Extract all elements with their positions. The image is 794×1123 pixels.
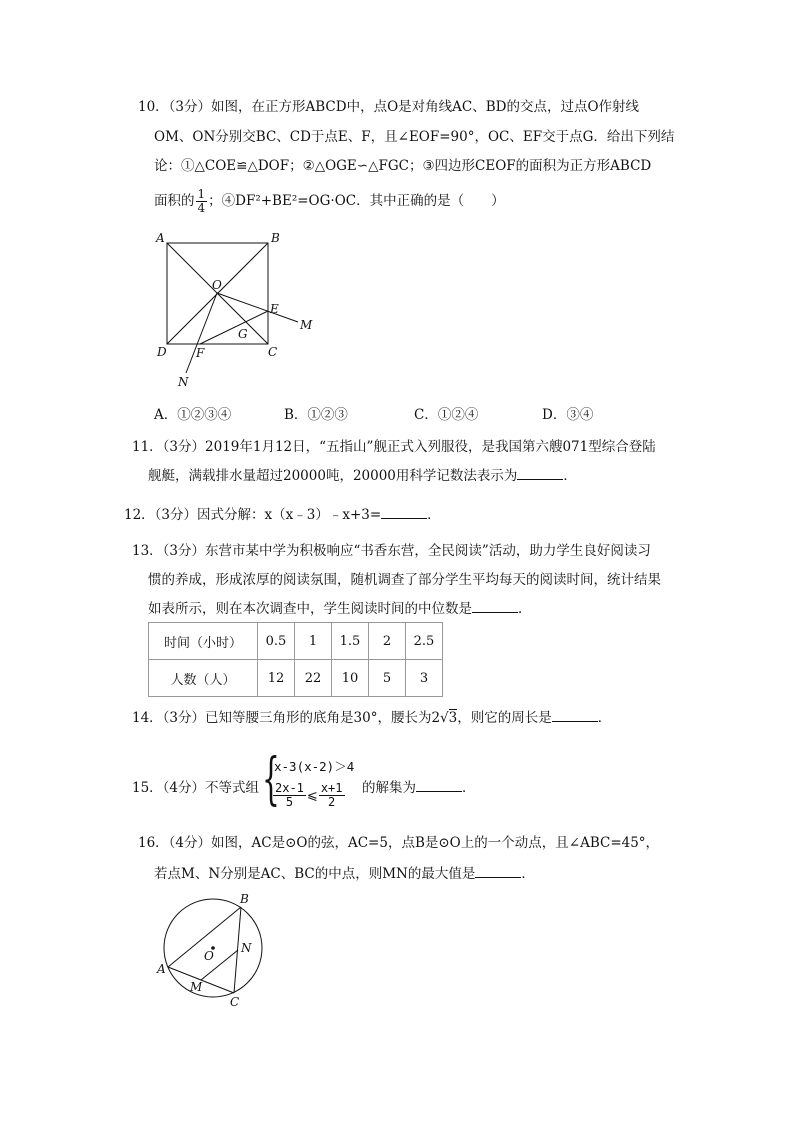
fraction-right (319, 782, 345, 809)
table-cell: 0.5 (258, 623, 295, 660)
q13-line3 (148, 599, 532, 619)
frac-den: 4 (197, 201, 206, 215)
table-cell: 1 (295, 623, 332, 660)
q15-post: 的解集为 (362, 780, 416, 796)
ray-om (217, 293, 298, 322)
square-figure (150, 228, 330, 398)
label-d: D (157, 345, 167, 359)
q14-post: ，则它的周长是 (457, 710, 552, 726)
q16-line2-text: 若点M、N分别是AC、BC的中点，则MN的最大值是 (154, 866, 476, 882)
label-m: M (190, 980, 203, 994)
q11-line2 (148, 466, 577, 486)
q10-line4 (154, 188, 505, 215)
label-n: N (241, 941, 252, 955)
q14-line (132, 708, 611, 728)
label-o: O (204, 949, 214, 963)
answer-blank (475, 865, 521, 878)
frac-den: 2 (328, 795, 336, 809)
inequality-1: x-3(x-2)＞4 (274, 759, 355, 774)
answer-blank (552, 709, 598, 722)
table-row (149, 660, 443, 697)
reading-time-table (148, 622, 443, 697)
q16-line2 (154, 864, 535, 884)
q12-end: ． (427, 507, 441, 523)
table-cell: 2 (369, 623, 406, 660)
table-row (149, 623, 443, 660)
label-a: A (156, 231, 165, 245)
label-c: C (268, 345, 278, 359)
table-cell: 2.5 (406, 623, 443, 660)
q16-end: ． (521, 866, 535, 882)
table-cell: 1.5 (332, 623, 369, 660)
q10-line3: 论：①△COE≌△DOF；②△OGE∽△FGC；③四边形CEOF的面积为正方形ABCD (154, 158, 652, 174)
segment-ef (200, 311, 268, 344)
label-f: F (196, 346, 205, 360)
answer-blank (381, 506, 427, 519)
label-n: N (178, 375, 189, 389)
label-a: A (157, 962, 166, 976)
q15-post-line (362, 778, 476, 798)
table-cell: 22 (295, 660, 332, 697)
q12-line (124, 505, 441, 525)
q10-line4-pre: 面积的 (154, 193, 195, 209)
q11-line2-text: 舰艇，满载排水量超过20000吨，20000用科学记数法表示为 (148, 468, 518, 484)
answer-blank (472, 600, 518, 613)
sqrt-radicand: 3 (448, 710, 458, 726)
frac-den: 5 (285, 795, 294, 809)
label-o: O (212, 278, 222, 292)
brace-symbol: { (262, 747, 280, 812)
q13-line2: 惯的养成，形成浓厚的阅读氛围，随机调查了部分学生平均每天的阅读时间，统计结果 (148, 572, 661, 588)
table-header-cell: 时间（小时） (149, 623, 258, 660)
q12-text: 12．（3分）因式分解：x（x﹣3）﹣x+3= (124, 507, 382, 523)
label-g: G (238, 327, 248, 341)
ray-on (186, 293, 217, 373)
q16-line1: 16．（4分）如图，AC是⊙O的弦，AC=5，点B是⊙O上的一个动点，且∠ABC=45°， (138, 835, 660, 851)
q14-end: ． (597, 710, 612, 726)
q13-end: ． (518, 601, 532, 617)
q10-line4-post: ；④DF²+BE²=OG·OC．其中正确的是（ ） (208, 193, 505, 209)
table-header-cell: 人数（人） (149, 660, 258, 697)
q13-line1: 13．（3分）东营市某中学为积极响应“书香东营，全民阅读”活动，助力学生良好阅读习 (132, 543, 651, 559)
fraction-left (273, 782, 306, 809)
table-cell: 10 (332, 660, 369, 697)
label-m: M (300, 318, 313, 332)
option-d: D．③④ (542, 407, 594, 423)
q15-end: ． (462, 780, 476, 796)
leq-sign: ⩽ (306, 788, 318, 804)
table-cell: 5 (369, 660, 406, 697)
option-a: A．①②③④ (154, 407, 232, 423)
label-b: B (271, 231, 280, 245)
sqrt-symbol: √ (440, 710, 449, 726)
circle-figure (150, 890, 280, 1010)
fraction-one-quarter (196, 188, 208, 215)
frac-num: 2x-1 (275, 781, 304, 795)
q11-end: ． (563, 468, 577, 484)
label-b: B (240, 892, 249, 906)
q15-pre: 15．（4分）不等式组 (132, 780, 260, 796)
frac-num: x+1 (320, 781, 343, 795)
q11-line1: 11．（3分）2019年1月12日，“五指山”舰正式入列服役，是我国第六艘071型综合登陆 (132, 439, 656, 455)
answer-blank (416, 779, 462, 792)
q14-pre: 14．（3分）已知等腰三角形的底角是30°，腰长为2 (132, 710, 441, 726)
q13-line3-text: 如表所示，则在本次调查中，学生阅读时间的中位数是 (148, 601, 472, 617)
option-c: C．①②④ (414, 407, 479, 423)
frac-num: 1 (197, 187, 206, 201)
q10-line1: 10．（3分）如图，在正方形ABCD中，点O是对角线AC、BD的交点，过点O作射线 (138, 99, 640, 115)
option-b: B．①②③ (284, 407, 348, 423)
answer-blank (517, 467, 563, 480)
table-cell: 3 (406, 660, 443, 697)
inequality-2 (272, 782, 346, 809)
table-cell: 12 (258, 660, 295, 697)
q10-line2: OM、ON分别交BC、CD于点E、F，且∠EOF=90°，OC、EF交于点G．给出下列结 (154, 129, 675, 145)
label-c: C (230, 995, 240, 1009)
label-e: E (270, 302, 279, 316)
